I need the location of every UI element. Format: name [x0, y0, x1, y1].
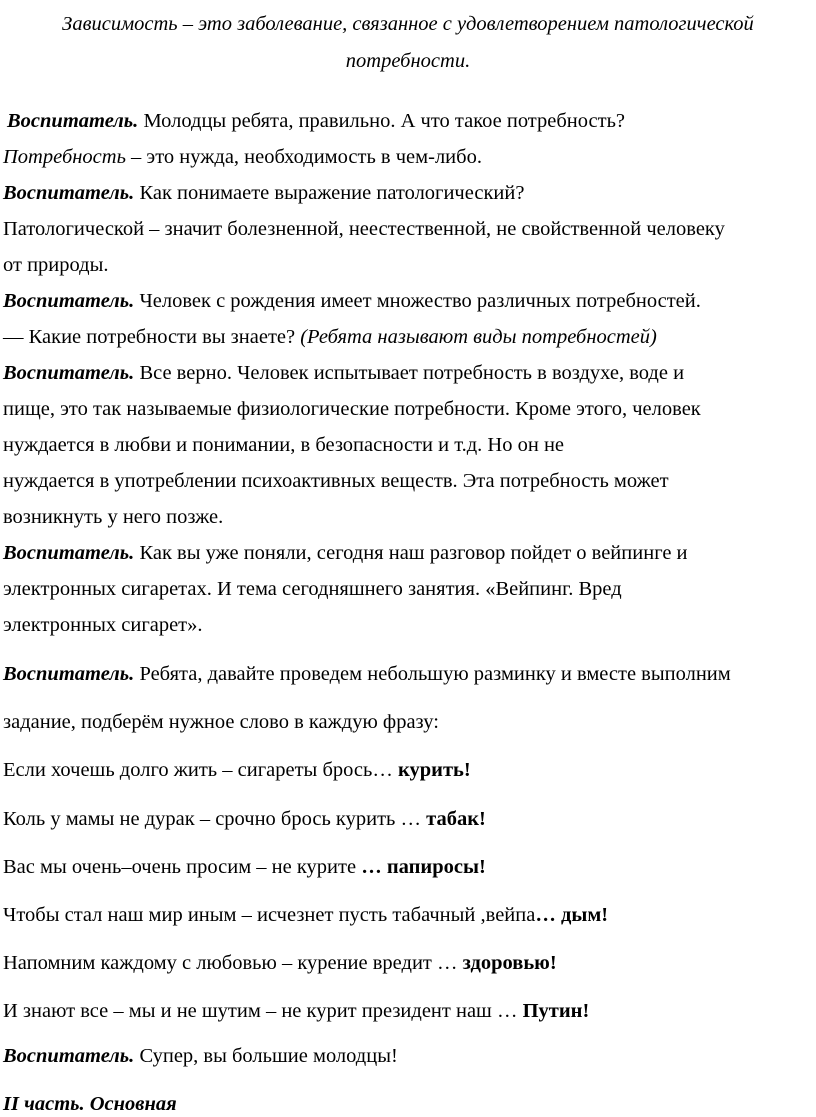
paragraph-text: Как вы уже поняли, сегодня наш разговор пойдет о вейпинге и: [134, 542, 688, 564]
paragraph-8-line-3: электронных сигарет».: [3, 614, 203, 636]
paragraph-2: [3, 145, 482, 169]
rhyme-answer: табак!: [426, 808, 486, 830]
paragraph-3: [3, 181, 524, 205]
rhyme-line-6: [3, 999, 589, 1023]
paragraph-8-line-2: электронных сигаретах. И тема сегодняшнего занятия. «Вейпинг. Вред: [3, 578, 622, 600]
rhyme-text: Напомним каждому с любовью – курение вредит …: [3, 952, 463, 974]
paragraph-text: – это нужда, необходимость в чем-либо.: [125, 146, 482, 168]
paragraph-text: Ребята, давайте проведем небольшую разминку и вместе выполним: [134, 663, 731, 685]
paragraph-1: [7, 109, 625, 133]
paragraph-text: Все верно. Человек испытывает потребность в воздухе, воде и: [134, 362, 685, 384]
paragraph-9-line-1: [3, 662, 731, 686]
rhyme-text: И знают все – мы и не шутим – не курит президент наш …: [3, 1000, 523, 1022]
speaker-label: Воспитатель.: [3, 542, 135, 564]
question-text: — Какие потребности вы знаете?: [3, 326, 301, 348]
speaker-label: Воспитатель.: [3, 663, 135, 685]
rhyme-line-4: [3, 903, 608, 927]
stage-note: (Ребята называют виды потребностей): [300, 326, 657, 348]
rhyme-text: Если хочешь долго жить – сигареты брось…: [3, 759, 398, 781]
paragraph-text: Человек с рождения имеет множество различных потребностей.: [134, 290, 701, 312]
paragraph-7-line-2: пище, это так называемые физиологические потребности. Кроме этого, человек: [3, 398, 701, 420]
section-heading: II часть. Основная: [3, 1093, 177, 1115]
paragraph-10: [3, 1044, 398, 1068]
rhyme-answer: здоровью!: [462, 952, 557, 974]
rhyme-line-3: [3, 855, 486, 879]
paragraph-5: [3, 289, 701, 313]
paragraph-7-line-5: возникнуть у него позже.: [3, 506, 224, 528]
paragraph-7-line-4: нуждается в употреблении психоактивных веществ. Эта потребность может: [3, 470, 669, 492]
paragraph-7-line-1: [3, 361, 684, 385]
paragraph-4-line-1: Патологической – значит болезненной, неестественной, не свойственной человеку: [3, 218, 725, 240]
speaker-label: Воспитатель.: [7, 110, 139, 132]
rhyme-text: Вас мы очень–очень просим – не курите: [3, 856, 362, 878]
paragraph-text: Молодцы ребята, правильно. А что такое потребность?: [138, 110, 626, 132]
speaker-label: Воспитатель.: [3, 182, 135, 204]
rhyme-text: Коль у мамы не дурак – срочно брось курить …: [3, 808, 427, 830]
rhyme-answer: Путин!: [522, 1000, 590, 1022]
paragraph-text: Как понимаете выражение патологический?: [134, 182, 525, 204]
speaker-label: Воспитатель.: [3, 1045, 135, 1067]
rhyme-text: Чтобы стал наш мир иным – исчезнет пусть табачный ,вейпа: [3, 904, 536, 926]
rhyme-line-1: [3, 758, 471, 782]
paragraph-4-line-2: от природы.: [3, 254, 109, 276]
paragraph-9-line-2: задание, подберём нужное слово в каждую фразу:: [3, 711, 439, 733]
term-label: Потребность: [3, 146, 126, 168]
speaker-label: Воспитатель.: [3, 362, 135, 384]
paragraph-6: [3, 325, 657, 349]
rhyme-answer: … дым!: [535, 904, 609, 926]
intro-line-1: Зависимость – это заболевание, связанное с удовлетворением патологической: [62, 13, 754, 35]
speaker-label: Воспитатель.: [3, 290, 135, 312]
rhyme-answer: … папиросы!: [361, 856, 486, 878]
rhyme-line-5: [3, 951, 557, 975]
rhyme-answer: курить!: [397, 759, 471, 781]
intro-line-2: потребности.: [345, 50, 471, 72]
paragraph-8-line-1: [3, 541, 688, 565]
paragraph-7-line-3: нуждается в любви и понимании, в безопасности и т.д. Но он не: [3, 434, 565, 456]
paragraph-text: Супер, вы большие молодцы!: [134, 1045, 398, 1067]
rhyme-line-2: [3, 807, 486, 831]
